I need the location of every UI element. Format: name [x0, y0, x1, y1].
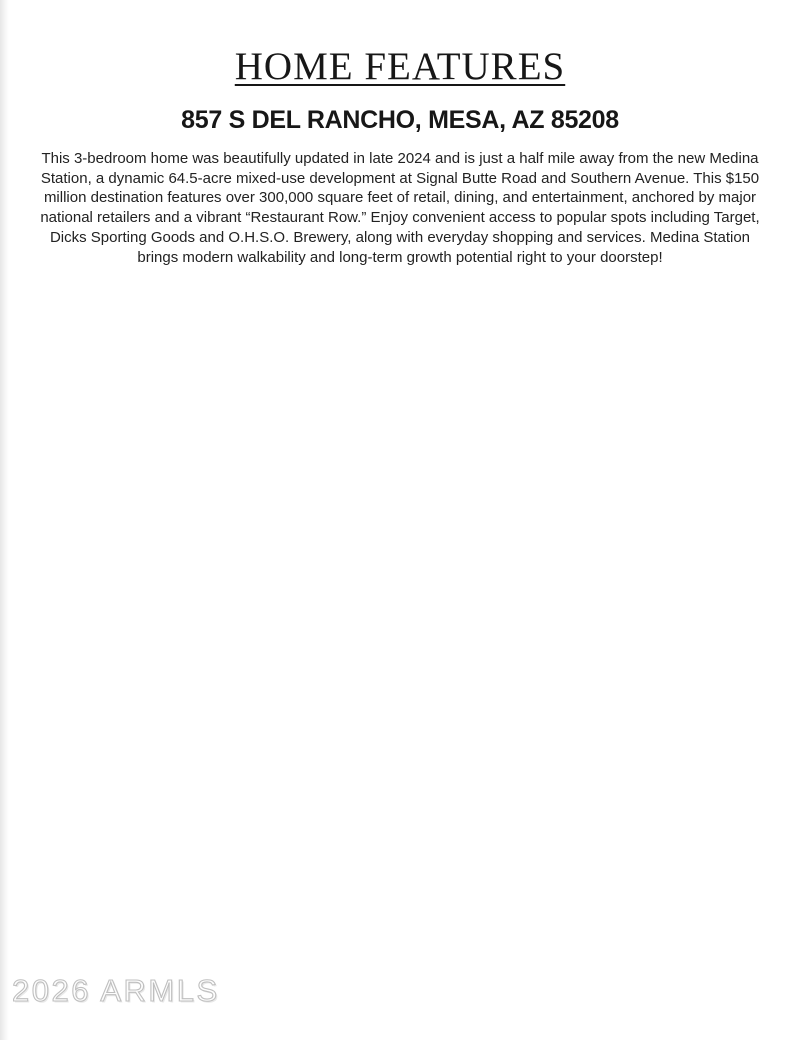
- armls-watermark: 2026 ARMLS: [12, 973, 220, 1008]
- page-title: HOME FEATURES: [234, 45, 566, 88]
- property-address: 857 S DEL RANCHO, MESA, AZ 85208: [181, 106, 619, 134]
- scan-edge-artifact: [0, 0, 9, 1040]
- intro-paragraph: This 3-bedroom home was beautifully updated in late 2024 and is just a half mile away from the new Medina Station, a dynamic 64.5-acre mixed-use development at Signal Butte Road and Southern Avenue. This $150 million destination features over 300,000 square feet of retail, dining, and entertainment, anchored by major national retailers and a vibrant “Restaurant Row.” Enjoy convenient access to popular spots including Target, Dicks Sporting Goods and O.H.S.O. Brewery, along with everyday shopping and services. Medina Station brings modern walkability and long-term growth potential right to your doorstep!: [40, 150, 760, 266]
